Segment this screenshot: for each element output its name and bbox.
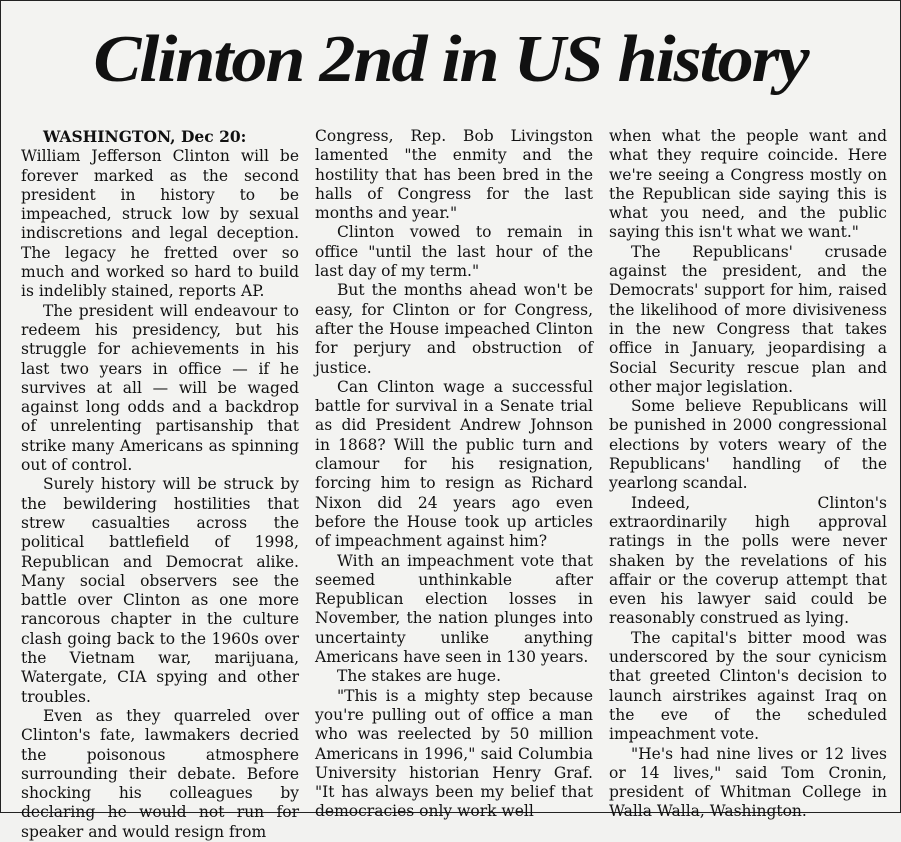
article-body [21, 127, 887, 841]
paragraph: when what the people want and what they require coincide. Here we're seeing a Congress mostly on the Republican side saying this is what you need, and the public saying this isn't what we want." [609, 127, 887, 242]
paragraph: "This is a mighty step because you're pulling out of office a man who was reelected by 50 million Americans in 1996," said Columbia University historian Henry Graf. "It has always been my belief that democracies only work well [315, 686, 593, 821]
column-1 [21, 127, 299, 841]
paragraph: Can Clinton wage a successful battle for survival in a Senate trial as did President Andrew Johnson in 1868? Will the public turn and clamour for his resignation, forcing him to resign as Richard Nixon did 24 years ago even before the House took up articles of impeachment against him? [315, 377, 593, 551]
paragraph: Even as they quarreled over Clinton's fate, lawmakers decried the poisonous atmosphere surrounding their debate. Before shocking his colleagues by declaring he would not run for speaker and would resign from [21, 706, 299, 841]
dateline-text: WASHINGTON, Dec 20: [43, 127, 247, 146]
paragraph: Surely history will be struck by the bewildering hostilities that strew casualties across the political battlefield of 1998, Republican and Democrat alike. Many social observers see the battle over Clinton as one more rancorous chapter in the culture clash going back to the 1960s over the Vietnam war, marijuana, Watergate, CIA spying and other troubles. [21, 475, 299, 706]
paragraph: With an impeachment vote that seemed unthinkable after Republican election losses in November, the nation plunges into uncertainty unlike anything Americans have seen in 130 years. [315, 551, 593, 667]
column-3 [609, 127, 887, 821]
paragraph: The Republicans' crusade against the president, and the Democrats' support for him, raised the likelihood of more divisiveness in the new Congress that takes office in January, jeopardising a Social Security rescue plan and other major legislation. [609, 242, 887, 396]
paragraph: Clinton vowed to remain in office "until the last hour of the last day of my term." [315, 223, 593, 281]
paragraph: "He's had nine lives or 12 lives or 14 lives," said Tom Cronin, president of Whitman College in Walla Walla, Washington. [609, 744, 887, 821]
dateline [21, 127, 299, 147]
headline: Clinton 2nd in US history [93, 22, 808, 96]
paragraph: But the months ahead won't be easy, for Clinton or for Congress, after the House impeached Clinton for perjury and obstruction of justice. [315, 281, 593, 377]
paragraph: Indeed, Clinton's extraordinarily high approval ratings in the polls were never shaken by the revelations of his affair or the coverup attempt that even his lawyer said could be reasonably construed as lying. [609, 493, 887, 628]
paragraph: William Jefferson Clinton will be forever marked as the second president in history to be impeached, struck low by sexual indiscretions and legal deception. The legacy he fretted over so much and worked so hard to build is indelibly stained, reports AP. [21, 147, 299, 301]
paragraph: Some believe Republicans will be punished in 2000 congressional elections by voters weary of the Republicans' handling of the yearlong scandal. [609, 397, 887, 493]
paragraph: The capital's bitter mood was underscored by the sour cynicism that greeted Clinton's decision to launch airstrikes against Iraq on the eve of the scheduled impeachment vote. [609, 628, 887, 744]
paragraph: Congress, Rep. Bob Livingston lamented "the enmity and the hostility that has been bred in the halls of Congress for the last months and year." [315, 127, 593, 223]
paragraph: The president will endeavour to redeem his presidency, but his struggle for achievements in his last two years in office — if he survives at all — will be waged against long odds and a backdrop of unrelenting partisanship that strike many Americans as spinning out of control. [21, 301, 299, 475]
column-2 [315, 127, 593, 821]
paragraph: The stakes are huge. [337, 667, 502, 686]
